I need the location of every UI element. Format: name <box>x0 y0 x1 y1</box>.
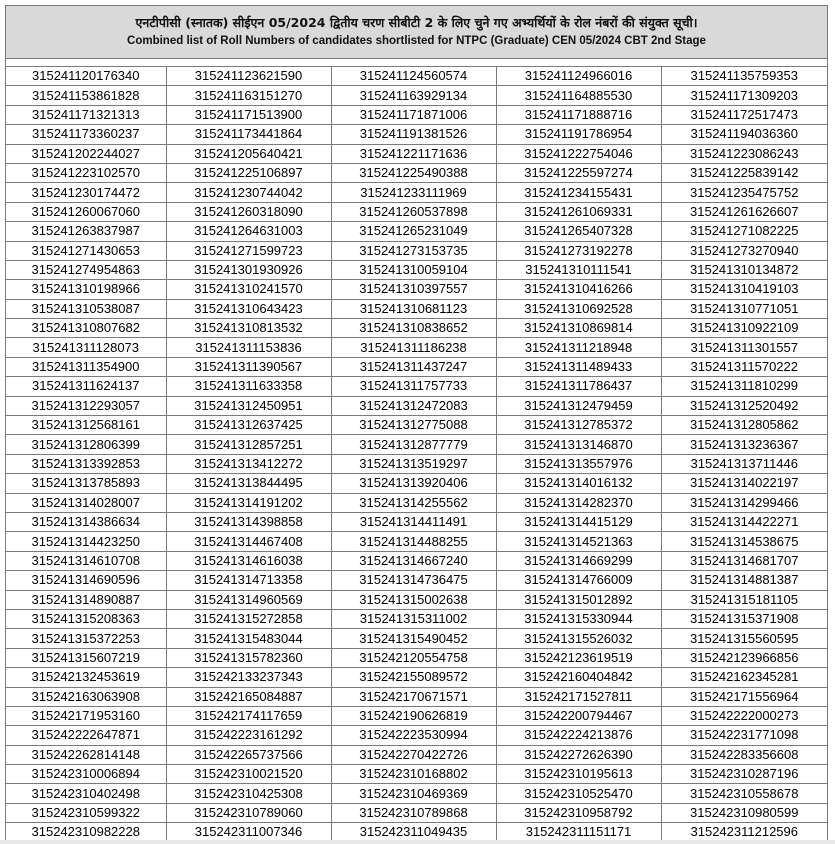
roll-number-cell: 315242171556964 <box>661 687 827 706</box>
table-row <box>6 571 827 590</box>
roll-number-cell: 315241314386634 <box>6 512 166 531</box>
roll-number-cell: 315242310469369 <box>331 784 496 803</box>
table-row <box>6 493 827 512</box>
roll-number-cell: 315242174117659 <box>166 706 331 725</box>
table-row <box>6 357 827 376</box>
table-row <box>6 765 827 784</box>
roll-number-cell: 315241311128073 <box>6 338 166 357</box>
roll-number-cell: 315241191786954 <box>496 125 661 144</box>
roll-number-cell: 315241314616038 <box>166 551 331 570</box>
roll-number-cell: 315241171321313 <box>6 105 166 124</box>
roll-number-cell: 315242310287196 <box>661 765 827 784</box>
roll-number-cell: 315241313920406 <box>331 474 496 493</box>
roll-number-cell: 315241310813532 <box>166 319 331 338</box>
roll-number-cell: 315241315607219 <box>6 648 166 667</box>
roll-number-cell: 315241310771051 <box>661 299 827 318</box>
roll-number-cell: 315241314415129 <box>496 512 661 531</box>
roll-number-cell: 315241311153836 <box>166 338 331 357</box>
roll-number-cell: 315241310538087 <box>6 299 166 318</box>
roll-number-cell: 315241261626607 <box>661 202 827 221</box>
roll-number-cell: 315242165084887 <box>166 687 331 706</box>
roll-number-cell: 315241310416266 <box>496 280 661 299</box>
roll-number-cell: 315241314422271 <box>661 512 827 531</box>
title-hindi: एनटीपीसी (स्नातक) सीईएन 05/2024 द्वितीय चरण सीबीटी 2 के लिए चुने गए अभ्यर्थियों के रोल नंबरों की संयुक्त सूची। <box>135 15 698 30</box>
roll-number-cell: 315241310111541 <box>496 260 661 279</box>
table-row <box>6 474 827 493</box>
roll-number-sheet <box>5 5 828 844</box>
roll-number-cell: 315241311186238 <box>331 338 496 357</box>
roll-number-cell: 315241163151270 <box>166 86 331 105</box>
table-row <box>6 319 827 338</box>
roll-number-cell: 315241310807682 <box>6 319 166 338</box>
roll-number-cell: 315241312637425 <box>166 416 331 435</box>
roll-number-cell: 315241202244027 <box>6 144 166 163</box>
roll-number-cell: 315241314191202 <box>166 493 331 512</box>
roll-number-cell: 315241234155431 <box>496 183 661 202</box>
roll-number-cell: 315241171871006 <box>331 105 496 124</box>
roll-number-cell: 315241164885530 <box>496 86 661 105</box>
roll-number-cell: 315241311218948 <box>496 338 661 357</box>
roll-number-cell: 315241314881387 <box>661 571 827 590</box>
table-row <box>6 745 827 764</box>
roll-number-cell: 315241163929134 <box>331 86 496 105</box>
roll-number-cell: 315241314736475 <box>331 571 496 590</box>
roll-number-cell: 315241314299466 <box>661 493 827 512</box>
table-row <box>6 435 827 454</box>
roll-number-cell: 315242310789868 <box>331 803 496 822</box>
roll-number-cell: 315241314610708 <box>6 551 166 570</box>
roll-number-cell: 315242310195613 <box>496 765 661 784</box>
roll-number-cell: 315241315330944 <box>496 609 661 628</box>
roll-number-cell: 315242133237343 <box>166 668 331 687</box>
roll-number-cell: 315241123621590 <box>166 67 331 86</box>
table-row <box>6 377 827 396</box>
table-row <box>6 668 827 687</box>
roll-number-cell: 315241314028007 <box>6 493 166 512</box>
roll-number-cell: 315242310982228 <box>6 823 166 842</box>
roll-number-cell: 315242310168802 <box>331 765 496 784</box>
roll-number-cell: 315241172517473 <box>661 105 827 124</box>
roll-number-cell: 315241314521363 <box>496 532 661 551</box>
table-row <box>6 609 827 628</box>
roll-number-cell: 315241314681707 <box>661 551 827 570</box>
table-row <box>6 706 827 725</box>
roll-number-cell: 315242123619519 <box>496 648 661 667</box>
roll-number-cell: 315241171309203 <box>661 86 827 105</box>
roll-number-cell: 315241273153735 <box>331 241 496 260</box>
table-row <box>6 551 827 570</box>
roll-number-cell: 315241315012892 <box>496 590 661 609</box>
roll-number-cell: 315241314411491 <box>331 512 496 531</box>
roll-number-cell: 315241194036360 <box>661 125 827 144</box>
roll-number-cell: 315241314538675 <box>661 532 827 551</box>
roll-number-cell: 315241271082225 <box>661 222 827 241</box>
roll-number-cell: 315241315311002 <box>331 609 496 628</box>
roll-number-cell: 315242310425308 <box>166 784 331 803</box>
roll-number-cell: 315241173441864 <box>166 125 331 144</box>
roll-number-cell: 315241314667240 <box>331 551 496 570</box>
table-row <box>6 512 827 531</box>
roll-number-cell: 315242283356608 <box>661 745 827 764</box>
roll-number-cell: 315241260537898 <box>331 202 496 221</box>
roll-number-cell: 315241265231049 <box>331 222 496 241</box>
roll-number-cell: 315241311489433 <box>496 357 661 376</box>
table-row <box>6 784 827 803</box>
table-row <box>6 280 827 299</box>
roll-number-cell: 315242310021520 <box>166 765 331 784</box>
roll-number-cell: 315242270422726 <box>331 745 496 764</box>
roll-number-cell: 315241312805862 <box>661 416 827 435</box>
roll-number-cell: 315241315181105 <box>661 590 827 609</box>
roll-number-cell: 315241223102570 <box>6 163 166 182</box>
table-row <box>6 454 827 473</box>
roll-number-cell: 315241310134872 <box>661 260 827 279</box>
roll-number-cell: 315241310198966 <box>6 280 166 299</box>
roll-number-cell: 315241124560574 <box>331 67 496 86</box>
table-row <box>6 144 827 163</box>
roll-number-table-body <box>6 67 827 842</box>
roll-number-cell: 315241310838652 <box>331 319 496 338</box>
roll-number-cell: 315241311354900 <box>6 357 166 376</box>
roll-number-cell: 315241313844495 <box>166 474 331 493</box>
roll-number-cell: 315241314022197 <box>661 474 827 493</box>
table-row <box>6 183 827 202</box>
roll-number-cell: 315242155089572 <box>331 668 496 687</box>
roll-number-cell: 315242310958792 <box>496 803 661 822</box>
roll-number-cell: 315241271430653 <box>6 241 166 260</box>
roll-number-cell: 315241135759353 <box>661 67 827 86</box>
roll-number-cell: 315241222754046 <box>496 144 661 163</box>
roll-number-cell: 315241315782360 <box>166 648 331 667</box>
roll-number-cell: 315241225839142 <box>661 163 827 182</box>
roll-number-cell: 315241314690596 <box>6 571 166 590</box>
roll-number-cell: 315242311007346 <box>166 823 331 842</box>
roll-number-cell: 315242262814148 <box>6 745 166 764</box>
roll-number-cell: 315241261069331 <box>496 202 661 221</box>
roll-number-cell: 315242311049435 <box>331 823 496 842</box>
roll-number-cell: 315241314890887 <box>6 590 166 609</box>
roll-number-cell: 315241171888716 <box>496 105 661 124</box>
roll-number-cell: 315241225597274 <box>496 163 661 182</box>
roll-number-cell: 315241221171636 <box>331 144 496 163</box>
roll-number-cell: 315241315372253 <box>6 629 166 648</box>
roll-number-cell: 315242311151171 <box>496 823 661 842</box>
roll-number-cell: 315241301930926 <box>166 260 331 279</box>
roll-number-cell: 315241311633358 <box>166 377 331 396</box>
roll-number-cell: 315241235475752 <box>661 183 827 202</box>
roll-number-cell: 315242223161292 <box>166 726 331 745</box>
roll-number-cell: 315241311757733 <box>331 377 496 396</box>
roll-number-cell: 315241313392853 <box>6 454 166 473</box>
roll-number-cell: 315241315208363 <box>6 609 166 628</box>
roll-number-cell: 315241264631003 <box>166 222 331 241</box>
roll-number-cell: 315242310402498 <box>6 784 166 803</box>
roll-number-cell: 315241314423250 <box>6 532 166 551</box>
roll-number-cell: 315241191381526 <box>331 125 496 144</box>
roll-number-cell: 315241312450951 <box>166 396 331 415</box>
roll-number-cell: 315241313519297 <box>331 454 496 473</box>
roll-number-cell: 315241273270940 <box>661 241 827 260</box>
table-row <box>6 338 827 357</box>
roll-number-cell: 315241311810299 <box>661 377 827 396</box>
page-bottom-edge <box>0 840 835 844</box>
roll-number-cell: 315241153861828 <box>6 86 166 105</box>
roll-number-cell: 315241315002638 <box>331 590 496 609</box>
roll-number-cell: 315241120176340 <box>6 67 166 86</box>
roll-number-cell: 315242160404842 <box>496 668 661 687</box>
roll-number-cell: 315242120554758 <box>331 648 496 667</box>
roll-number-cell: 315241312479459 <box>496 396 661 415</box>
roll-number-cell: 315241314669299 <box>496 551 661 570</box>
roll-number-cell: 315242162345281 <box>661 668 827 687</box>
roll-number-cell: 315241314016132 <box>496 474 661 493</box>
table-row <box>6 86 827 105</box>
roll-number-cell: 315241310922109 <box>661 319 827 338</box>
roll-number-cell: 315241205640421 <box>166 144 331 163</box>
roll-number-cell: 315242310599322 <box>6 803 166 822</box>
roll-number-cell: 315241310397557 <box>331 280 496 299</box>
roll-number-cell: 315241225490388 <box>331 163 496 182</box>
roll-number-cell: 315241223086243 <box>661 144 827 163</box>
table-row <box>6 299 827 318</box>
roll-number-cell: 315241312857251 <box>166 435 331 454</box>
roll-number-cell: 315241311301557 <box>661 338 827 357</box>
roll-number-cell: 315241271599723 <box>166 241 331 260</box>
table-row <box>6 726 827 745</box>
roll-number-cell: 315241313146870 <box>496 435 661 454</box>
roll-number-cell: 315241225106897 <box>166 163 331 182</box>
roll-number-cell: 315241314488255 <box>331 532 496 551</box>
table-row <box>6 105 827 124</box>
roll-number-cell: 315241310059104 <box>331 260 496 279</box>
document-header <box>6 6 827 59</box>
roll-number-cell: 315242171527811 <box>496 687 661 706</box>
roll-number-cell: 315241311570222 <box>661 357 827 376</box>
roll-number-cell: 315242310558678 <box>661 784 827 803</box>
table-row <box>6 222 827 241</box>
roll-number-cell: 315242310525470 <box>496 784 661 803</box>
roll-number-cell: 315241314960569 <box>166 590 331 609</box>
roll-number-cell: 315242231771098 <box>661 726 827 745</box>
roll-number-cell: 315242223530994 <box>331 726 496 745</box>
roll-number-cell: 315241312775088 <box>331 416 496 435</box>
table-row <box>6 67 827 86</box>
roll-number-cell: 315241274954863 <box>6 260 166 279</box>
roll-number-cell: 315241311390567 <box>166 357 331 376</box>
roll-number-cell: 315241314766009 <box>496 571 661 590</box>
roll-number-cell: 315241313785893 <box>6 474 166 493</box>
roll-number-cell: 315241310869814 <box>496 319 661 338</box>
roll-number-cell: 315241310241570 <box>166 280 331 299</box>
table-row <box>6 803 827 822</box>
roll-number-cell: 315242190626819 <box>331 706 496 725</box>
roll-number-cell: 315241312568161 <box>6 416 166 435</box>
roll-number-cell: 315241310692528 <box>496 299 661 318</box>
roll-number-cell: 315241311624137 <box>6 377 166 396</box>
roll-number-cell: 315242310789060 <box>166 803 331 822</box>
roll-number-cell: 315242272626390 <box>496 745 661 764</box>
roll-number-cell: 315241312520492 <box>661 396 827 415</box>
roll-number-cell: 315241313711446 <box>661 454 827 473</box>
roll-number-cell: 315242222000273 <box>661 706 827 725</box>
roll-number-cell: 315242265737566 <box>166 745 331 764</box>
roll-number-cell: 315241315560595 <box>661 629 827 648</box>
roll-number-cell: 315241173360237 <box>6 125 166 144</box>
roll-number-cell: 315242132453619 <box>6 668 166 687</box>
roll-number-cell: 315241310643423 <box>166 299 331 318</box>
roll-number-cell: 315241312472083 <box>331 396 496 415</box>
roll-number-cell: 315241311786437 <box>496 377 661 396</box>
roll-number-cell: 315242311212596 <box>661 823 827 842</box>
roll-number-cell: 315241124966016 <box>496 67 661 86</box>
table-row <box>6 590 827 609</box>
table-row <box>6 125 827 144</box>
roll-number-cell: 315241314713358 <box>166 571 331 590</box>
roll-number-cell: 315241314398858 <box>166 512 331 531</box>
table-row <box>6 202 827 221</box>
roll-number-cell: 315241171513900 <box>166 105 331 124</box>
roll-number-table <box>6 67 827 843</box>
roll-number-cell: 315241313236367 <box>661 435 827 454</box>
roll-number-cell: 315241314467408 <box>166 532 331 551</box>
table-row <box>6 629 827 648</box>
roll-number-cell: 315241311437247 <box>331 357 496 376</box>
roll-number-cell: 315241315371908 <box>661 609 827 628</box>
roll-number-cell: 315241313557976 <box>496 454 661 473</box>
roll-number-cell: 315242200794467 <box>496 706 661 725</box>
roll-number-cell: 315241312293057 <box>6 396 166 415</box>
header-gap-row <box>6 59 827 67</box>
title-english: Combined list of Roll Numbers of candidates shortlisted for NTPC (Graduate) CEN 05/2024 CBT 2nd Stage <box>127 35 706 47</box>
roll-number-cell: 315241260067060 <box>6 202 166 221</box>
table-row <box>6 260 827 279</box>
table-row <box>6 416 827 435</box>
roll-number-cell: 315241230744042 <box>166 183 331 202</box>
roll-number-cell: 315241312785372 <box>496 416 661 435</box>
roll-number-cell: 315241315483044 <box>166 629 331 648</box>
table-row <box>6 648 827 667</box>
roll-number-cell: 315242310006894 <box>6 765 166 784</box>
roll-number-cell: 315241312806399 <box>6 435 166 454</box>
table-row <box>6 241 827 260</box>
roll-number-cell: 315241315526032 <box>496 629 661 648</box>
roll-number-cell: 315241260318090 <box>166 202 331 221</box>
table-row <box>6 687 827 706</box>
roll-number-cell: 315241315272858 <box>166 609 331 628</box>
roll-number-cell: 315242222647871 <box>6 726 166 745</box>
roll-number-cell: 315242224213876 <box>496 726 661 745</box>
roll-number-cell: 315241263837987 <box>6 222 166 241</box>
roll-number-cell: 315241233111969 <box>331 183 496 202</box>
roll-number-cell: 315241315490452 <box>331 629 496 648</box>
roll-number-cell: 315242171953160 <box>6 706 166 725</box>
roll-number-cell: 315241310419103 <box>661 280 827 299</box>
roll-number-cell: 315241230174472 <box>6 183 166 202</box>
roll-number-cell: 315241314255562 <box>331 493 496 512</box>
roll-number-cell: 315241273192278 <box>496 241 661 260</box>
roll-number-cell: 315241313412272 <box>166 454 331 473</box>
roll-number-cell: 315241314282370 <box>496 493 661 512</box>
table-row <box>6 163 827 182</box>
roll-number-cell: 315241312877779 <box>331 435 496 454</box>
roll-number-cell: 315242123966856 <box>661 648 827 667</box>
roll-number-cell: 315242163063908 <box>6 687 166 706</box>
table-row <box>6 532 827 551</box>
roll-number-cell: 315241310681123 <box>331 299 496 318</box>
roll-number-cell: 315242310980599 <box>661 803 827 822</box>
roll-number-cell: 315241265407328 <box>496 222 661 241</box>
table-row <box>6 396 827 415</box>
roll-number-cell: 315242170671571 <box>331 687 496 706</box>
